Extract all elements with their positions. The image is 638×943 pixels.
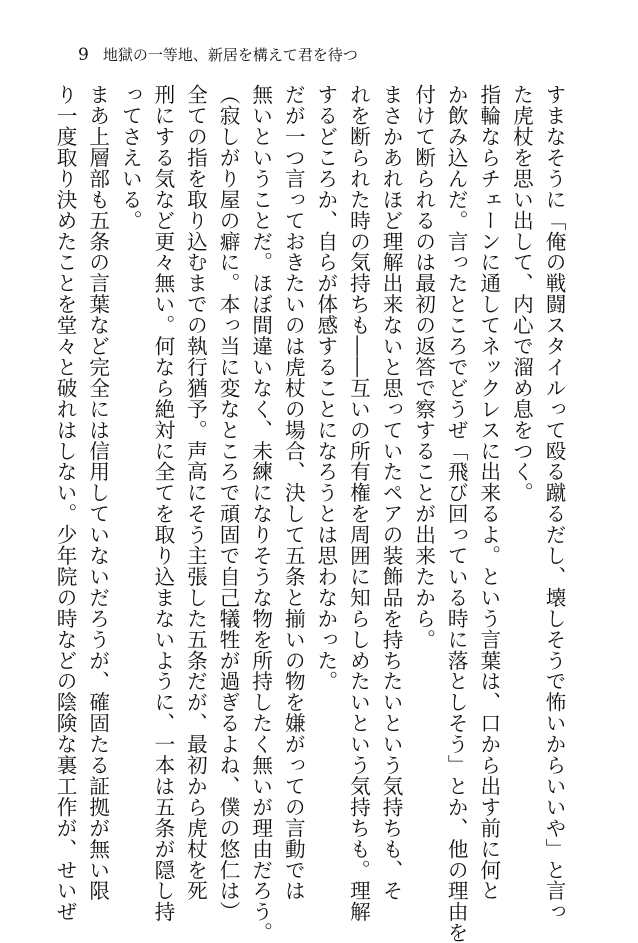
page-number: 9 bbox=[78, 45, 89, 65]
text-line: か飲み込んだ。言ったところでどうぜ「飛び回っている時に落としそう」とか、他の理由を bbox=[444, 84, 469, 943]
text-line: だが一つ言っておきたいのは虎杖の場合、決して五条と揃いの物を嫌がっての言動では bbox=[281, 84, 306, 902]
text-line: すまなそうに「俺の戦闘スタイルって殴る蹴るだし、壊しそうで怖いからいいや」と言っ bbox=[542, 84, 566, 922]
running-header bbox=[78, 44, 358, 65]
text-line: 全ての指を取り込むまでの執行猶予。声高にそう主張した五条だが、最初から虎杖を死 bbox=[183, 84, 208, 902]
text-line: 指輪ならチェーンに通してネックレスに出来るよ。という言葉は、口から出す前に何と bbox=[476, 84, 501, 902]
text-line: ってさえいる。 bbox=[118, 84, 143, 231]
text-line: た虎杖を思い出して、内心で溜め息をつく。 bbox=[509, 84, 534, 503]
text-line: 付けて断られるのは最初の返答で察することが出来たから。 bbox=[411, 84, 436, 650]
text-line: り一度取り決めたことを堂々と破れはしない。少年院の時などの陰険な裏工作が、せいぜ bbox=[53, 84, 78, 922]
running-title: 地獄の一等地、新居を構えて君を待つ bbox=[102, 46, 358, 64]
body-text-column bbox=[49, 84, 571, 943]
text-line: するどころか、自らが体感することになろうとは思わなかった。 bbox=[313, 84, 338, 692]
text-line: 刑にする気など更々無い。何なら絶対に全てを取り込まないように、一本は五条が隠し持 bbox=[150, 84, 175, 922]
text-line: （寂しがり屋の癖に。本っ当に変なところで頑固で自己犠牲が過ぎるよね、僕の悠仁は） bbox=[216, 84, 241, 922]
text-line: 無いということだ。ほぼ間違いなく、未練になりそうな物を所持したく無いが理由だろう。 bbox=[248, 84, 273, 943]
text-line: まあ上層部も五条の言葉など完全には信用していないだろうが、確固たる証拠が無い限 bbox=[85, 84, 110, 902]
text-line: れを断られた時の気持ちも――互いの所有権を周囲に知らしめたいという気持ちも。理解 bbox=[346, 84, 371, 922]
text-line: まさかあれほど理解出来ないと思っていたペアの装飾品を持ちたいという気持ちも、そ bbox=[379, 84, 404, 902]
